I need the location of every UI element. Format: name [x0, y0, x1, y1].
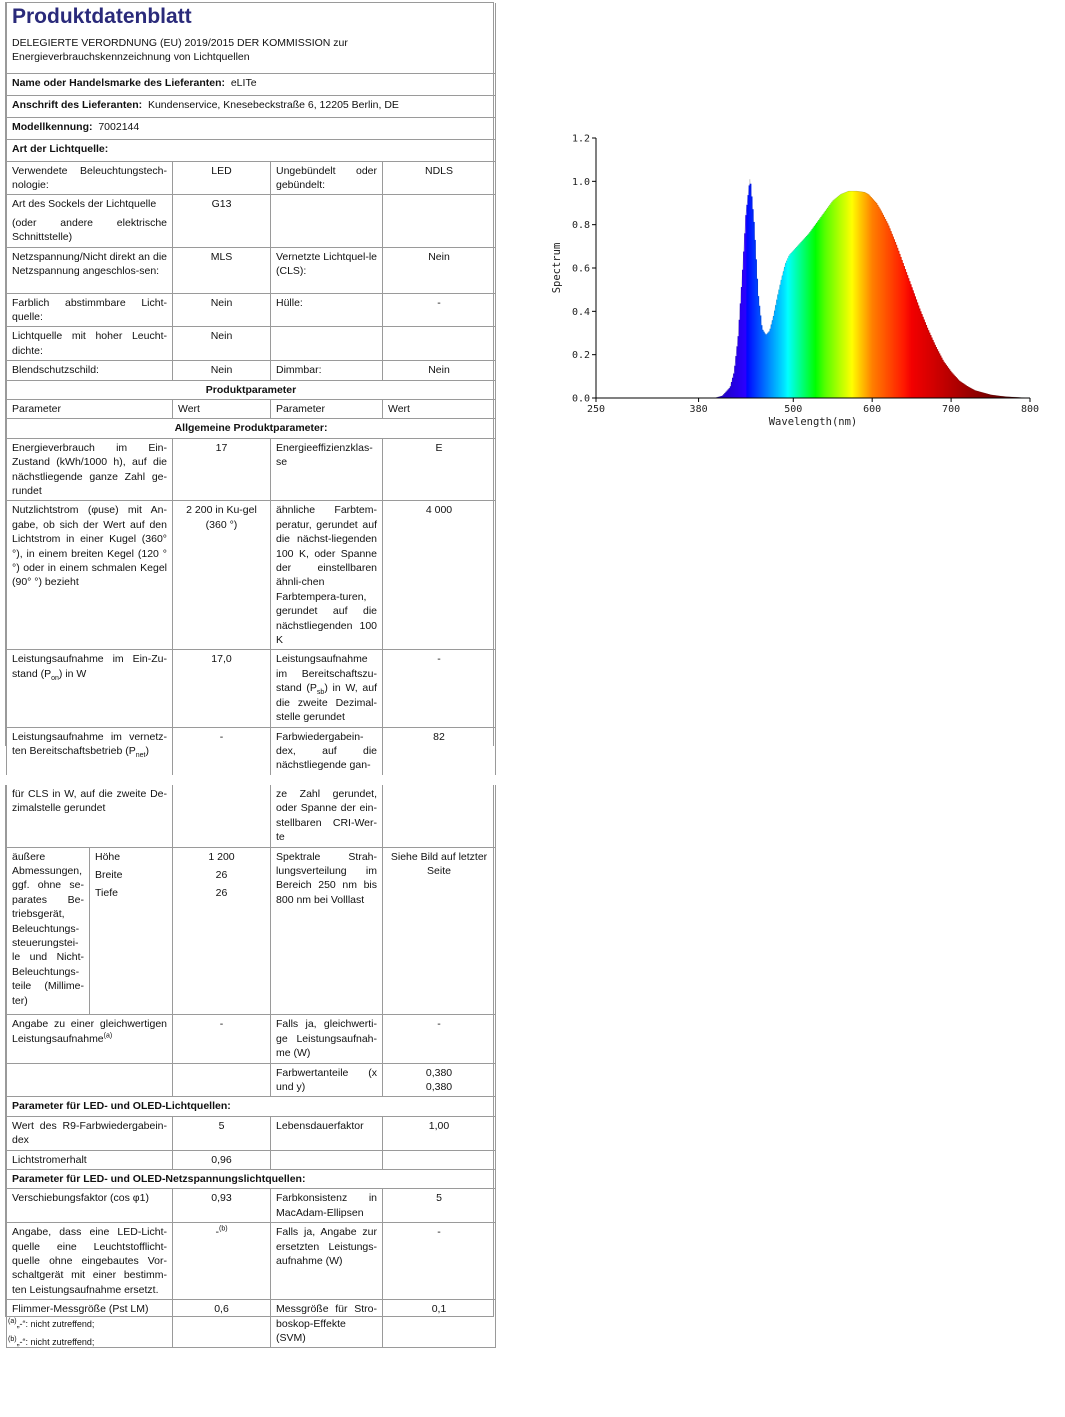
x-tick-label: 500	[784, 404, 803, 415]
spectral-label: Spektrale Strah-lungsverteilung im Bereich 250 nm bis 800 nm bei Volllast	[271, 847, 383, 1015]
lifetime-value: 1,00	[383, 1116, 496, 1150]
y-axis-label: Spectrum	[551, 242, 563, 294]
psb-value: -	[383, 650, 496, 727]
mains-label: Netzspannung/Nicht direkt an die Netzspannung angeschlos-sen:	[7, 247, 173, 293]
equiv-power-value: -	[173, 1015, 271, 1063]
displacement-factor-label: Verschiebungsfaktor (cos φ1)	[7, 1189, 173, 1223]
energy-on-label: Energieverbrauch im Ein-Zustand (kWh/1000 h), auf die nächstliegende ganze Zahl ge-rundet	[7, 438, 173, 501]
empty-cell	[383, 195, 496, 247]
spectrum-chart	[530, 122, 1050, 442]
psb-label-text-end: ) in W, auf die zweite Dezimal-stelle gerundet	[276, 682, 378, 724]
connected-value: Nein	[383, 247, 496, 293]
replacement-w-value: -	[383, 1223, 496, 1300]
light-source-type-header: Art der Lichtquelle:	[7, 139, 496, 161]
pnet-label-sub: net	[135, 752, 146, 759]
socket-value: G13	[173, 195, 271, 247]
datasheet-table-1	[6, 3, 496, 775]
pnet-label-text: Leistungsaufnahme im vernetz-ten Bereitschaftsbetrieb (P	[12, 730, 167, 757]
empty-cell	[173, 1063, 271, 1097]
footnote-b-mark: (b)	[8, 1336, 17, 1343]
page-title: Produktdatenblatt	[12, 5, 192, 28]
x-axis-label: Wavelength(nm)	[768, 416, 858, 428]
connected-label: Vernetzte Lichtquel-le (CLS):	[271, 247, 383, 293]
psb-label-text: Leistungsaufnahme im Bereitschaftszu-stand (P	[276, 653, 377, 695]
spectrum-chart-svg	[530, 122, 1050, 442]
width-label: Breite	[90, 866, 173, 884]
supplier-name-row	[7, 73, 496, 95]
tunable-value: Nein	[173, 293, 271, 327]
product-params-header: Produktparameter	[7, 380, 496, 399]
footnote-a-text: „-“: nicht zutreffend;	[16, 1319, 95, 1329]
empty-cell	[271, 195, 383, 247]
psb-label-sub: sb	[316, 689, 325, 697]
mains-led-params-header: Parameter für LED- und OLED-Netzspannungslichtquellen:	[7, 1170, 496, 1189]
lumen-maintenance-label: Lichtstromerhalt	[7, 1150, 173, 1169]
lumen-maintenance-value: 0,96	[173, 1150, 271, 1169]
col-header-parameter: Parameter	[271, 399, 383, 418]
supplier-address-label: Anschrift des Lieferanten:	[12, 98, 143, 111]
replacement-w-label: Falls ja, Angabe zur ersetzten Leistungs-aufnahme (W)	[271, 1223, 383, 1300]
svm-label: Messgröße für Stro-boskop-Effekte (SVM)	[271, 1300, 383, 1348]
x-tick-label: 800	[1020, 404, 1040, 415]
equiv-power-footnote-mark: (a)	[103, 1032, 113, 1040]
y-tick-label: 1.2	[571, 133, 590, 145]
chromaticity-value	[383, 1063, 496, 1097]
high-luminance-value: Nein	[173, 327, 271, 361]
tunable-label: Farblich abstimmbare Licht-quelle:	[7, 293, 173, 327]
supplier-name-value: eLITe	[230, 76, 257, 89]
dimensions-label: äußere Abmessungen, ggf. ohne se-parates Be-triebsgerät, Beleuchtungs-steuerungstei-le und Nicht-Beleuchtungs-teile (Millime-ter)	[7, 847, 90, 1015]
flux-label: Nutzlichtstrom (φuse) mit An-gabe, ob sich der Wert auf den Lichtstrom in einer Kugel (360° °), in einem breiten Kegel (120 °°) oder in einem schmalen Kegel (90° °) bezieht	[7, 501, 173, 650]
col-header-parameter: Parameter	[7, 399, 173, 418]
high-luminance-label: Lichtquelle mit hoher Leucht-dichte:	[7, 327, 173, 361]
energy-on-value: 17	[173, 438, 271, 501]
bundled-label: Ungebündelt oder gebündelt:	[271, 161, 383, 195]
led-params-header: Parameter für LED- und OLED-Lichtquellen:	[7, 1097, 496, 1116]
x-tick-label: 700	[942, 404, 961, 415]
pon-label-text: Leistungsaufnahme im Ein-Zu-stand (P	[12, 653, 167, 680]
y-tick-label: 0.8	[571, 220, 590, 232]
cct-label: ähnliche Farbtem-peratur, gerundet auf die nächst-liegenden 100 K, oder Spanne der einstellbaren ähnli-chen Farbtempera-turen, gerundet auf die nächstliegenden 100 K	[271, 501, 383, 650]
flicker-label: Flimmer-Messgröße (Pst LM)	[7, 1300, 173, 1348]
lifetime-label: Lebensdauerfaktor	[271, 1116, 383, 1150]
empty-cell	[383, 327, 496, 361]
x-tick-label: 250	[586, 404, 606, 415]
header-cell	[7, 3, 496, 73]
model-row	[7, 117, 496, 139]
empty-cell	[7, 1063, 173, 1097]
width-value: 26	[173, 866, 271, 884]
tech-label: Verwendete Beleuchtungstech-nologie:	[7, 161, 173, 195]
datasheet-table-2	[6, 785, 496, 1348]
y-tick-label: 0.2	[571, 350, 590, 362]
empty-cell	[383, 785, 496, 847]
equiv-power-label	[7, 1015, 173, 1063]
y-tick-label: 0.4	[571, 306, 590, 318]
pon-label-text-end: ) in W	[58, 667, 87, 680]
col-header-value: Wert	[383, 399, 496, 418]
spectral-value: Siehe Bild auf letzter Seite	[383, 847, 496, 1015]
supplier-address-value: Kundenservice, Knesebeckstraße 6, 12205 Berlin, DE	[147, 98, 399, 111]
pnet-value: -	[173, 727, 271, 775]
regulation-text: DELEGIERTE VERORDNUNG (EU) 2019/2015 DER KOMMISSION zur Energieverbrauchskennzeichnung von Lichtquellen	[12, 37, 348, 64]
footnote-b	[8, 1336, 94, 1348]
psb-label	[271, 650, 383, 727]
depth-value: 26	[173, 884, 271, 902]
equiv-power-label-text: Angabe zu einer gleichwertigen Leistungsaufnahme	[12, 1018, 168, 1045]
replacement-footnote-mark: (b)	[218, 1225, 228, 1233]
empty-cell	[383, 1150, 496, 1169]
dimmable-value: Nein	[383, 361, 496, 380]
macadam-label: Farbkonsistenz in MacAdam-Ellipsen	[271, 1189, 383, 1223]
datasheet-part-1	[5, 2, 494, 772]
footnote-a	[8, 1318, 94, 1330]
x-tick-label: 380	[689, 404, 708, 415]
general-params-header: Allgemeine Produktparameter:	[7, 419, 496, 438]
supplier-name-label: Name oder Handelsmarke des Lieferanten:	[12, 76, 225, 89]
macadam-value: 5	[383, 1189, 496, 1223]
bundled-value: NDLS	[383, 161, 496, 195]
svm-value: 0,1	[383, 1300, 496, 1348]
replacement-value-text: -	[215, 1226, 219, 1239]
footnote-b-text: „-“: nicht zutreffend;	[16, 1337, 95, 1347]
empty-cell	[271, 327, 383, 361]
model-label: Modellkennung:	[12, 120, 93, 133]
envelope-label: Hülle:	[271, 293, 383, 327]
y-tick-label: 0.6	[571, 263, 590, 275]
cri-label-continued: ze Zahl gerundet, oder Spanne der ein-stellbaren CRI-Wer-te	[271, 785, 383, 847]
cct-value: 4 000	[383, 501, 496, 650]
height-value: 1 200	[173, 847, 271, 866]
mains-value: MLS	[173, 247, 271, 293]
empty-cell	[173, 785, 271, 847]
glare-shield-value: Nein	[173, 361, 271, 380]
chromaticity-y: 0,380	[425, 1080, 453, 1093]
pnet-label	[7, 727, 173, 775]
empty-cell	[271, 1150, 383, 1169]
energy-class-label: Energieeffizienzklas-se	[271, 438, 383, 501]
cri-value: 82	[383, 727, 496, 775]
socket-label-line-1: Art des Sockels der Lichtquelle	[12, 198, 157, 211]
y-tick-label: 1.0	[571, 176, 590, 188]
height-label: Höhe	[90, 847, 173, 866]
replacement-label: Angabe, dass eine LED-Licht-quelle eine Leuchtstofflicht-quelle ohne eingebautes Vor-schaltgerät mit einer bestimm-ten Leistungsaufnahme ersetzt.	[7, 1223, 173, 1300]
equiv-power-w-label: Falls ja, gleichwerti-ge Leistungsaufnah-me (W)	[271, 1015, 383, 1063]
socket-label	[7, 195, 173, 247]
empty-cell	[90, 903, 173, 1015]
flicker-value: 0,6	[173, 1300, 271, 1348]
cri-label: Farbwiedergabein-dex, auf die nächstliegende gan-	[271, 727, 383, 775]
energy-class-value: E	[383, 438, 496, 501]
y-tick-label: 0.0	[571, 393, 590, 405]
envelope-value: -	[383, 293, 496, 327]
r9-value: 5	[173, 1116, 271, 1150]
tech-value: LED	[173, 161, 271, 195]
replacement-value	[173, 1223, 271, 1300]
col-header-value: Wert	[173, 399, 271, 418]
empty-cell	[173, 903, 271, 1015]
displacement-factor-value: 0,93	[173, 1189, 271, 1223]
chromaticity-label: Farbwertanteile (x und y)	[271, 1063, 383, 1097]
pnet-label-text-end: )	[145, 744, 149, 757]
pnet-label-continued: für CLS in W, auf die zweite De-zimalstelle gerundet	[7, 785, 173, 847]
dimmable-label: Dimmbar:	[271, 361, 383, 380]
x-tick-label: 600	[863, 404, 882, 415]
flux-value: 2 200 in Ku-gel (360 °)	[173, 501, 271, 650]
depth-label: Tiefe	[90, 884, 173, 902]
model-value: 7002144	[98, 120, 140, 133]
equiv-power-w-value: -	[383, 1015, 496, 1063]
supplier-address-row	[7, 95, 496, 117]
glare-shield-label: Blendschutzschild:	[7, 361, 173, 380]
chromaticity-x: 0,380	[425, 1066, 453, 1079]
socket-label-line-2: (oder andere elektrische Schnittstelle)	[12, 216, 167, 244]
pon-value: 17,0	[173, 650, 271, 727]
pon-label-sub: on	[51, 674, 59, 682]
pon-label	[7, 650, 173, 727]
r9-label: Wert des R9-Farbwiedergabein-dex	[7, 1116, 173, 1150]
footnote-a-mark: (a)	[8, 1318, 17, 1325]
